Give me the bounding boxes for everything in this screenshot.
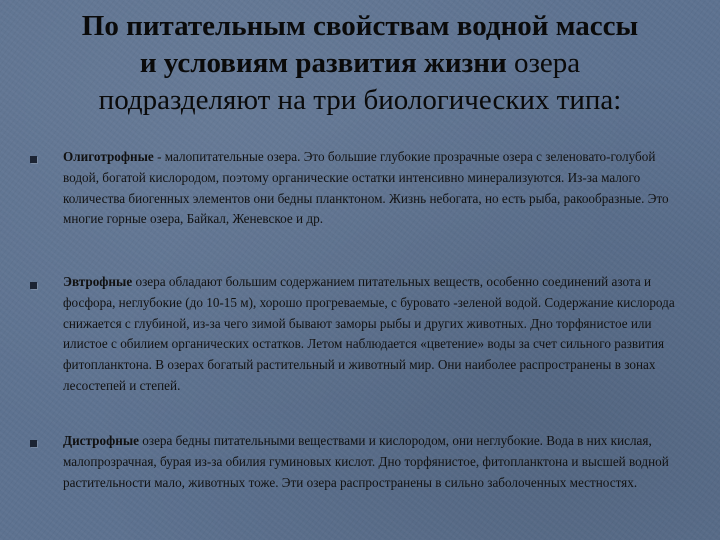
bullet-square-icon [30, 282, 37, 289]
term-label: Эвтрофные [63, 274, 133, 289]
bullet-square-icon [30, 440, 37, 447]
title-line-2-rest: озера [506, 47, 581, 79]
list-item-eutrophic [63, 272, 683, 397]
term-description: озера бедны питательными веществами и кислородом, они неглубокие. Вода в них кислая, малопрозрачная, бурая из-за обилия гуминовых кислот. Дно торфянистое, фитопланктона и высшей водной растительности мало, животных тоже. Эти озера распространены в сильно заболоченных местностях. [63, 433, 669, 490]
title-line-3: подразделяют на три биологических типа: [98, 84, 622, 116]
title-line-1: По питательным свойствам водной массы [81, 10, 639, 42]
list-item-oligotrophic [63, 147, 683, 230]
term-description: - малопитательные озера. Это большие глубокие прозрачные озера с зеленовато-голубой водой, богатой кислородом, поэтому органические остатки интенсивно минерализуются. Из-за малого количества биогенных элементов они бедны планктоном. Жизнь небогата, но есть рыба, ракообразные. Это многие горные озера, Байкал, Женевское и др. [63, 149, 669, 227]
list-item-dystrophic [63, 431, 683, 493]
title-line-2-bold: и условиям развития жизни [139, 47, 507, 79]
bullet-square-icon [30, 156, 37, 163]
term-label: Дистрофные [63, 433, 139, 448]
term-description: озера обладают большим содержанием питательных веществ, особенно соединений азота и фосфора, неглубокие (до 10-15 м), хорошо прогреваемые, с буровато -зеленой водой. Содержание кислорода снижается с глубиной, из-за чего зимой бывают заморы рыбы и других животных. Дно торфянистое или илистое с обилием органических остатков. Летом наблюдается «цветение» воды за счет сильного развития фитопланктона. В озерах богатый растительный и животный мир. Они наиболее распространены в зонах лесостепей и степей. [63, 274, 675, 393]
term-label: Олиготрофные [63, 149, 154, 164]
